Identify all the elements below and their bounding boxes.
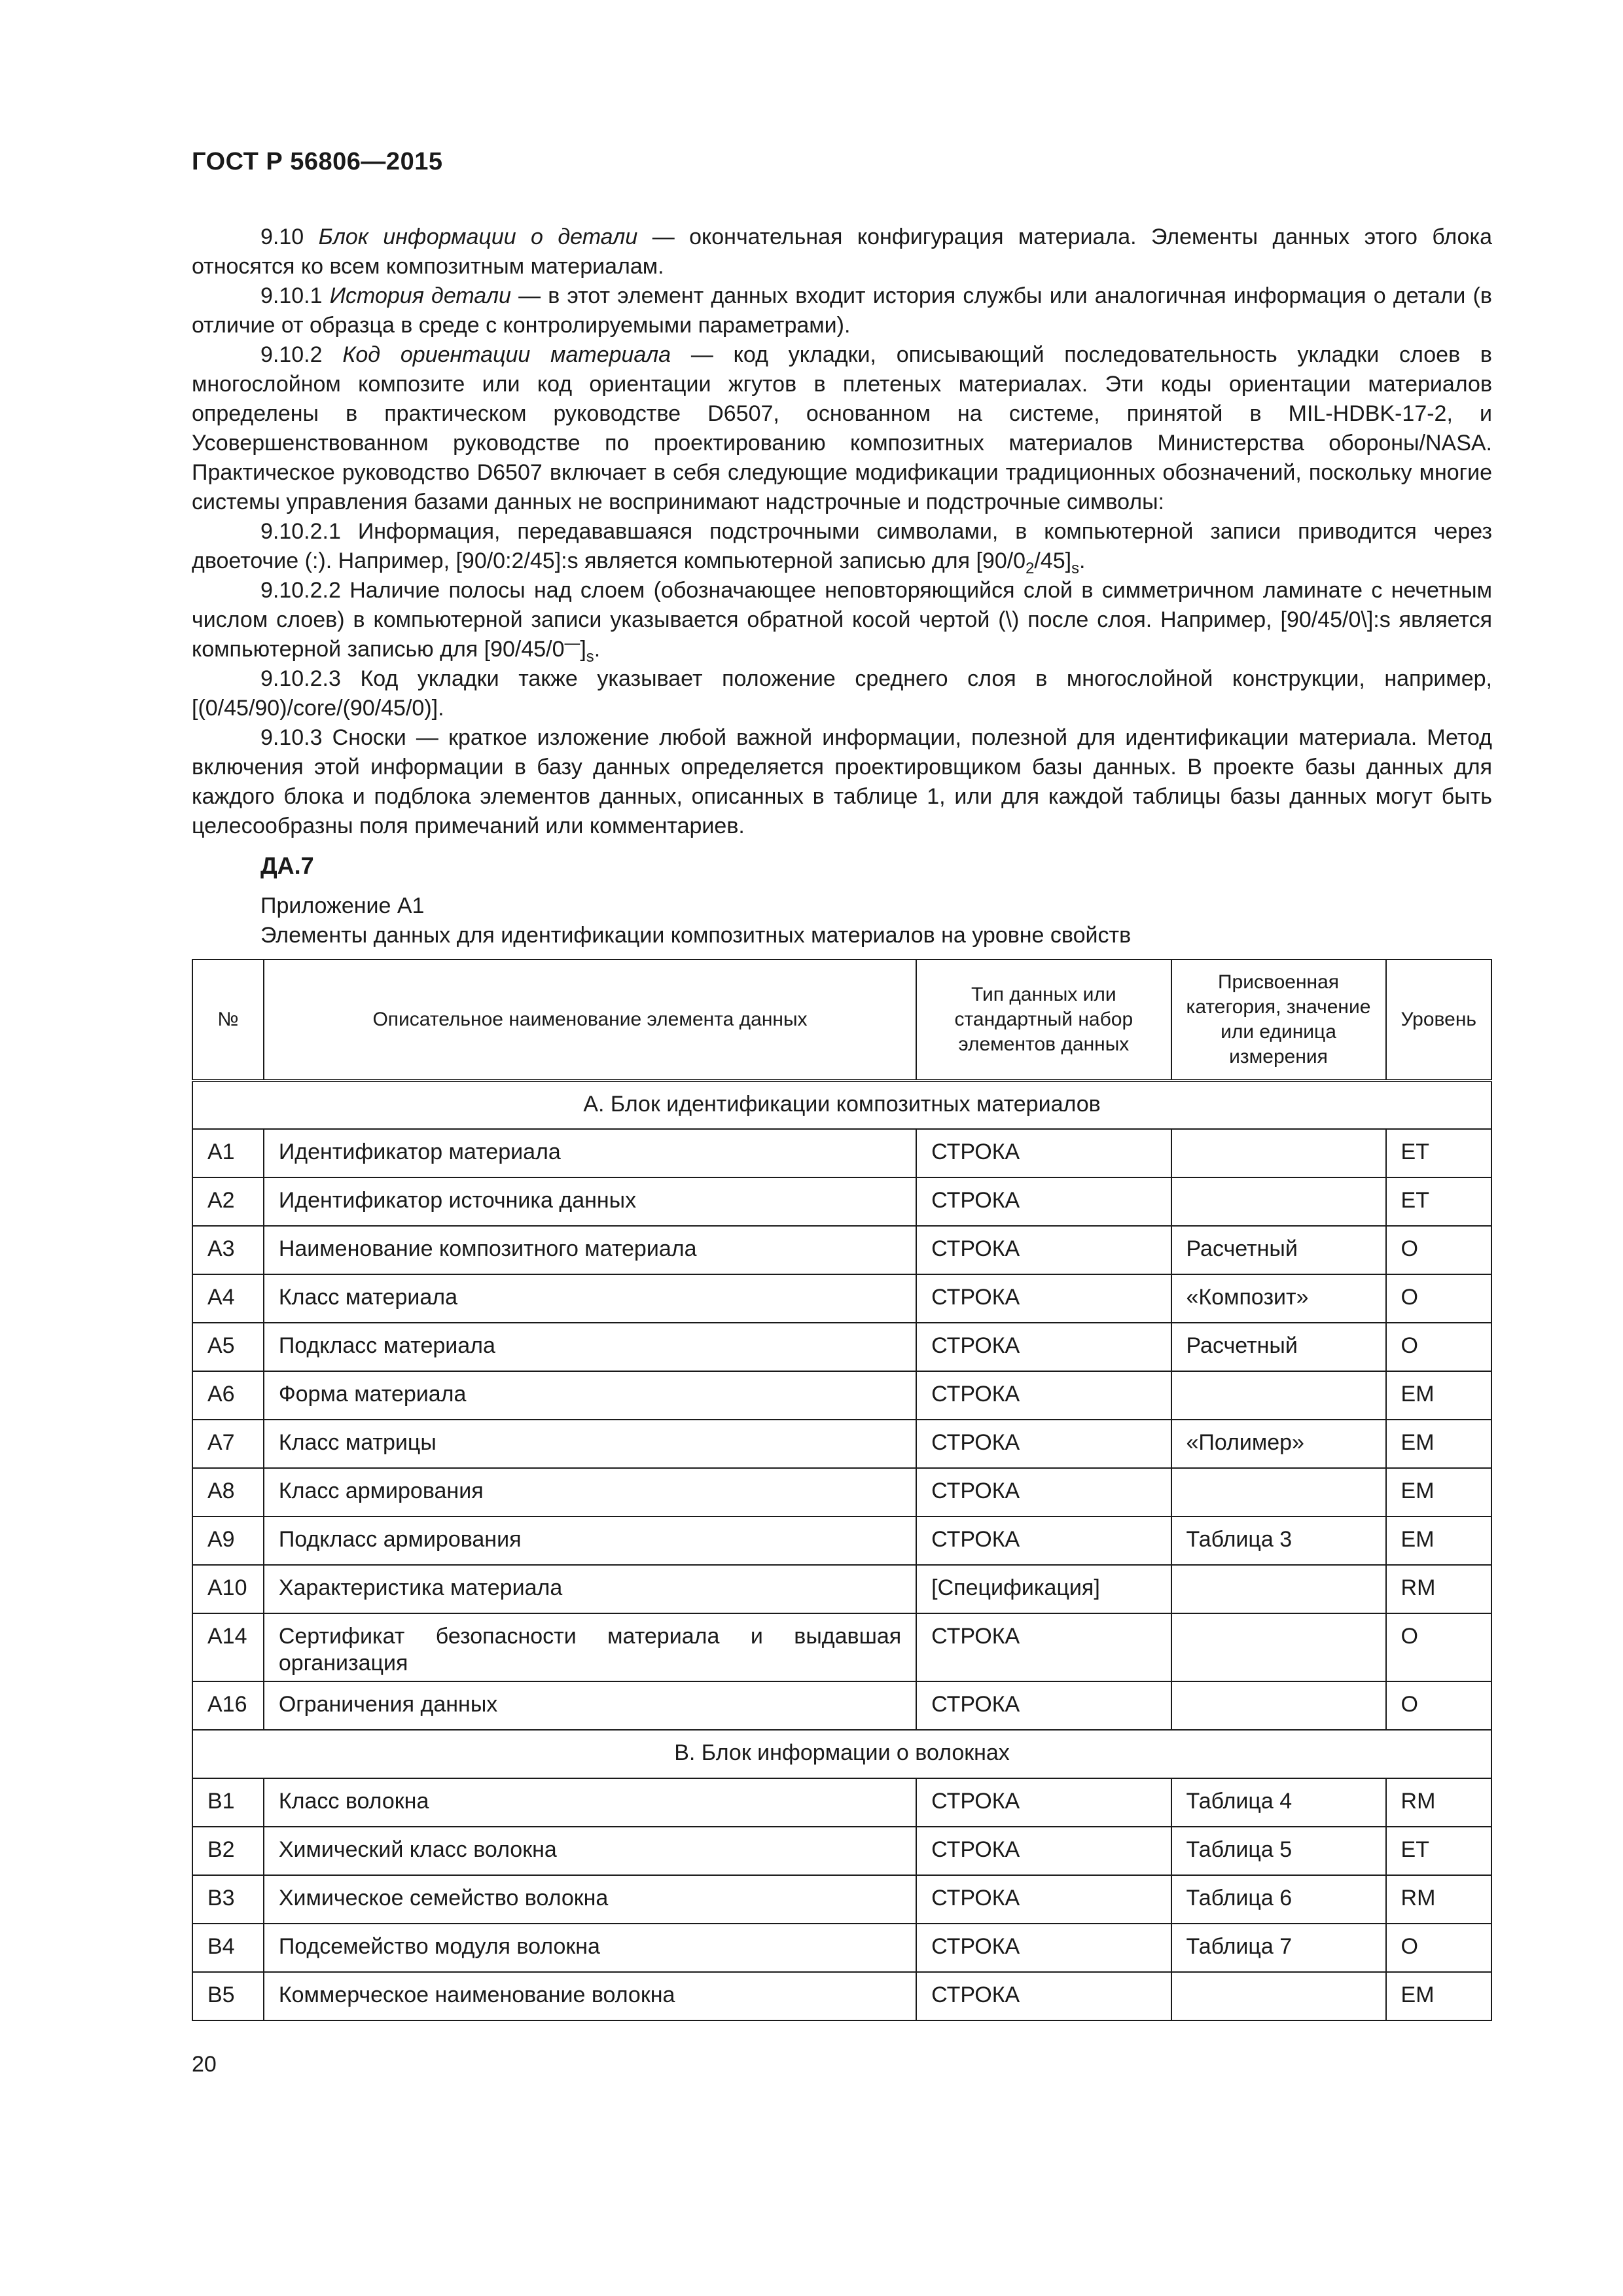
cell-level: ЕМ xyxy=(1386,1972,1491,2020)
cell-type: СТРОКА xyxy=(916,1129,1171,1177)
cell-name: Подсемейство модуля волокна xyxy=(264,1924,916,1972)
cell-type: СТРОКА xyxy=(916,1613,1171,1681)
cell-category xyxy=(1171,1613,1386,1681)
table-row xyxy=(192,1468,1491,1516)
cell-name: Коммерческое наименование волокна xyxy=(264,1972,916,2020)
header-number: № xyxy=(192,960,264,1081)
appendix-caption-block xyxy=(260,891,1131,950)
cell-level: ЕМ xyxy=(1386,1468,1491,1516)
cell-name: Химическое семейство волокна xyxy=(264,1875,916,1924)
cell-category: «Композит» xyxy=(1171,1274,1386,1323)
cell-number: А3 xyxy=(192,1226,264,1274)
block-title: В. Блок информации о волокнах xyxy=(192,1730,1491,1778)
table-row xyxy=(192,1613,1491,1681)
cell-number: А6 xyxy=(192,1371,264,1420)
page-number: 20 xyxy=(192,2052,217,2077)
cell-type: СТРОКА xyxy=(916,1681,1171,1730)
table-row xyxy=(192,1827,1491,1875)
cell-type: [Спецификация] xyxy=(916,1565,1171,1613)
cell-name: Класс материала xyxy=(264,1274,916,1323)
header-type: Тип данных или стандартный набор элементов данных xyxy=(916,960,1171,1081)
section-number: 9.10 xyxy=(260,224,304,249)
cell-category: Таблица 3 xyxy=(1171,1516,1386,1565)
cell-type: СТРОКА xyxy=(916,1323,1171,1371)
section-text: 9.10.2.2 Наличие полосы над слоем (обозначающее неповторяющийся слой в симметричном ламинате с нечетным числом слоев) в компьютерной записи указывается обратной косой чертой (\) после слоя. Например, [90/45/0\]:s является компьютерной записью для [90/45/0 xyxy=(192,578,1492,662)
cell-name: Класс волокна xyxy=(264,1778,916,1827)
cell-type: СТРОКА xyxy=(916,1274,1171,1323)
cell-name: Подкласс материала xyxy=(264,1323,916,1371)
cell-category: Таблица 4 xyxy=(1171,1778,1386,1827)
cell-type: СТРОКА xyxy=(916,1972,1171,2020)
cell-category xyxy=(1171,1681,1386,1730)
cell-category xyxy=(1171,1177,1386,1226)
paragraph-9-10-2-3: 9.10.2.3 Код укладки также указывает положение среднего слоя в многослойной конструкции, например, [(0/45/90)/core/(90/45/0)]. xyxy=(192,666,1492,721)
table-caption: Элементы данных для идентификации композитных материалов на уровне свойств xyxy=(260,923,1132,948)
section-text: . xyxy=(594,637,601,662)
cell-category: «Полимер» xyxy=(1171,1420,1386,1468)
cell-number: А16 xyxy=(192,1681,264,1730)
section-title: История детали xyxy=(329,283,511,308)
section-text: — в этот элемент данных входит история службы или аналогичная информация о детали (в отличие от образца в среде с контролируемыми параметрами). xyxy=(192,283,1492,338)
cell-name: Класс армирования xyxy=(264,1468,916,1516)
cell-level: RM xyxy=(1386,1778,1491,1827)
table-row xyxy=(192,1177,1491,1226)
cell-category xyxy=(1171,1468,1386,1516)
cell-number: А10 xyxy=(192,1565,264,1613)
section-text: /45] xyxy=(1034,548,1072,573)
cell-type: СТРОКА xyxy=(916,1827,1171,1875)
cell-name: Сертификат безопасности материала и выдавшая организация xyxy=(264,1613,916,1681)
cell-name: Идентификатор материала xyxy=(264,1129,916,1177)
cell-level: ЕМ xyxy=(1386,1516,1491,1565)
cell-name: Характеристика материала xyxy=(264,1565,916,1613)
table-header-row xyxy=(192,960,1491,1081)
table-body xyxy=(192,1081,1491,1730)
table-row xyxy=(192,1274,1491,1323)
cell-type: СТРОКА xyxy=(916,1468,1171,1516)
table-body-b xyxy=(192,1730,1491,2020)
cell-level: О xyxy=(1386,1226,1491,1274)
subscript: s xyxy=(1071,559,1079,577)
section-number: 9.10.2 xyxy=(260,342,323,367)
cell-name: Форма материала xyxy=(264,1371,916,1420)
cell-number: А5 xyxy=(192,1323,264,1371)
cell-type: СТРОКА xyxy=(916,1516,1171,1565)
cell-number: В5 xyxy=(192,1972,264,2020)
cell-category: Таблица 5 xyxy=(1171,1827,1386,1875)
table-row xyxy=(192,1516,1491,1565)
cell-level: ЕТ xyxy=(1386,1827,1491,1875)
cell-number: А8 xyxy=(192,1468,264,1516)
cell-number: А14 xyxy=(192,1613,264,1681)
document-header: ГОСТ Р 56806—2015 xyxy=(192,148,443,175)
table-row xyxy=(192,1420,1491,1468)
cell-level: О xyxy=(1386,1613,1491,1681)
cell-name: Химический класс волокна xyxy=(264,1827,916,1875)
cell-level: ЕТ xyxy=(1386,1129,1491,1177)
cell-level: О xyxy=(1386,1924,1491,1972)
subscript: s xyxy=(586,647,594,666)
cell-type: СТРОКА xyxy=(916,1924,1171,1972)
cell-category: Таблица 7 xyxy=(1171,1924,1386,1972)
section-title: Блок информации о детали xyxy=(318,224,638,249)
cell-category: Расчетный xyxy=(1171,1323,1386,1371)
data-elements-table xyxy=(192,959,1492,2021)
table-row xyxy=(192,1875,1491,1924)
table-row xyxy=(192,1323,1491,1371)
table-row xyxy=(192,1565,1491,1613)
paragraph-9-10-1 xyxy=(192,281,1492,340)
header-name: Описательное наименование элемента данных xyxy=(264,960,916,1081)
cell-number: А7 xyxy=(192,1420,264,1468)
cell-number: В2 xyxy=(192,1827,264,1875)
superscript: — xyxy=(564,634,580,653)
paragraph-9-10-2 xyxy=(192,340,1492,517)
block-b-title-row xyxy=(192,1730,1491,1778)
section-title: Код ориентации материала xyxy=(342,342,671,367)
section-text: — код укладки, описывающий последовательность укладки слоев в многослойном композите или код ориентации жгутов в плетеных материалах. Эти коды ориентации материалов определены в практическом руководстве D6507, основанном на системе, принятой в MIL-HDBK-17-2, и Усовершенствованном руководстве по проектированию композитных материалов Министерства обороны/NASA. Практическое руководство D6507 включает в себя следующие модификации традиционных обозначений, поскольку многие системы управления базами данных не воспринимают надстрочные и подстрочные символы: xyxy=(192,342,1492,514)
table-row xyxy=(192,1778,1491,1827)
cell-category: Таблица 6 xyxy=(1171,1875,1386,1924)
cell-type: СТРОКА xyxy=(916,1778,1171,1827)
cell-name: Идентификатор источника данных xyxy=(264,1177,916,1226)
section-text: ] xyxy=(580,637,586,662)
cell-name: Класс матрицы xyxy=(264,1420,916,1468)
table-row xyxy=(192,1924,1491,1972)
cell-type: СТРОКА xyxy=(916,1226,1171,1274)
body-text xyxy=(192,223,1492,841)
table-row xyxy=(192,1371,1491,1420)
cell-number: В1 xyxy=(192,1778,264,1827)
table-row xyxy=(192,1972,1491,2020)
cell-name: Ограничения данных xyxy=(264,1681,916,1730)
table-row xyxy=(192,1129,1491,1177)
cell-number: А2 xyxy=(192,1177,264,1226)
paragraph-9-10 xyxy=(192,223,1492,281)
cell-category xyxy=(1171,1371,1386,1420)
paragraph-9-10-3: 9.10.3 Сноски — краткое изложение любой важной информации, полезной для идентификации материала. Метод включения этой информации в базу данных определяется проектировщиком базы данных. В проекте базы данных для каждого блока и подблока элементов данных, описанных в таблице 1, или для каждой таблицы базы данных могут быть целесообразны поля примечаний или комментариев. xyxy=(192,725,1492,838)
cell-level: ЕМ xyxy=(1386,1420,1491,1468)
section-number: 9.10.1 xyxy=(260,283,323,308)
cell-number: В4 xyxy=(192,1924,264,1972)
cell-category: Расчетный xyxy=(1171,1226,1386,1274)
cell-name: Наименование композитного материала xyxy=(264,1226,916,1274)
subscript: 2 xyxy=(1026,559,1035,577)
cell-name: Подкласс армирования xyxy=(264,1516,916,1565)
paragraph-9-10-2-1 xyxy=(192,517,1492,576)
cell-category xyxy=(1171,1972,1386,2020)
header-category: Присвоенная категория, значение или единица измерения xyxy=(1171,960,1386,1081)
appendix-label: Приложение А1 xyxy=(260,893,425,918)
cell-type: СТРОКА xyxy=(916,1177,1171,1226)
section-text: 9.10.2.1 Информация, передававшаяся подстрочными символами, в компьютерной записи приводится через двоеточие (:). Например, [90/0:2/45]:s является компьютерной записью для [90/0 xyxy=(192,519,1492,573)
table-row xyxy=(192,1681,1491,1730)
cell-type: СТРОКА xyxy=(916,1420,1171,1468)
cell-number: В3 xyxy=(192,1875,264,1924)
cell-number: А4 xyxy=(192,1274,264,1323)
section-text: . xyxy=(1079,548,1086,573)
cell-level: RM xyxy=(1386,1565,1491,1613)
cell-category xyxy=(1171,1565,1386,1613)
paragraph-9-10-2-2 xyxy=(192,576,1492,664)
cell-level: О xyxy=(1386,1681,1491,1730)
table-row xyxy=(192,1226,1491,1274)
cell-category xyxy=(1171,1129,1386,1177)
cell-number: А1 xyxy=(192,1129,264,1177)
cell-level: RM xyxy=(1386,1875,1491,1924)
appendix-heading: ДА.7 xyxy=(260,852,314,879)
cell-type: СТРОКА xyxy=(916,1371,1171,1420)
cell-type: СТРОКА xyxy=(916,1875,1171,1924)
block-title: А. Блок идентификации композитных материалов xyxy=(192,1081,1491,1129)
cell-level: ЕМ xyxy=(1386,1371,1491,1420)
cell-number: А9 xyxy=(192,1516,264,1565)
section-text: — окончательная конфигурация материала. Элементы данных этого блока относятся ко всем композитным материалам. xyxy=(192,224,1492,279)
cell-level: О xyxy=(1386,1274,1491,1323)
block-a-title-row xyxy=(192,1081,1491,1129)
cell-level: О xyxy=(1386,1323,1491,1371)
header-level: Уровень xyxy=(1386,960,1491,1081)
cell-level: ЕТ xyxy=(1386,1177,1491,1226)
